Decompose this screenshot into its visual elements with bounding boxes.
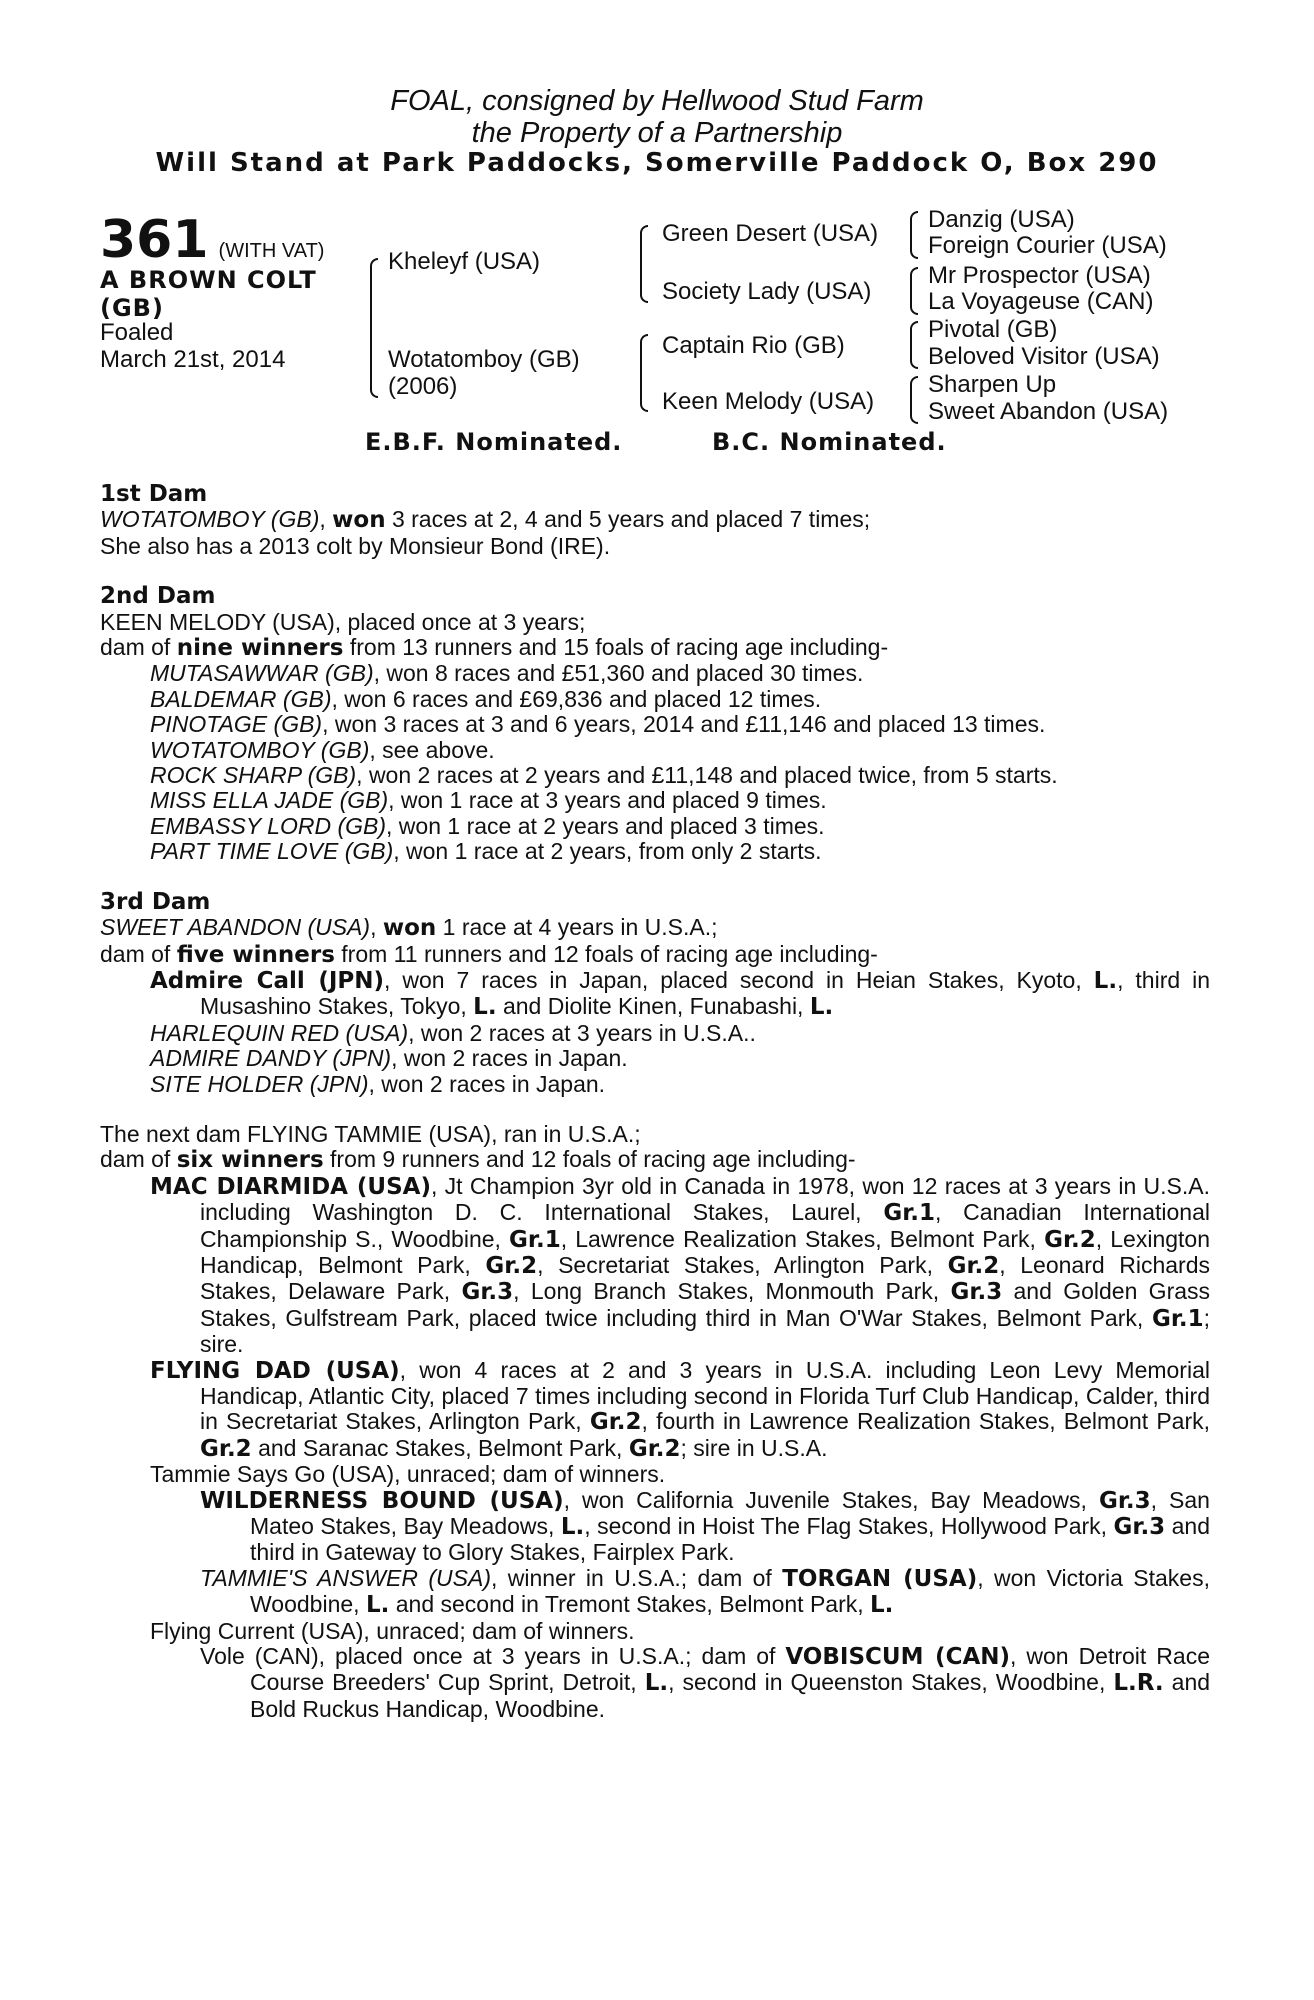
first-dam-record: WOTATOMBOY (GB), won 3 races at 2, 4 and 5 years and placed 7 times; — [100, 506, 871, 534]
colt-origin: (GB) — [100, 294, 164, 322]
colt-description: A BROWN COLT — [100, 266, 317, 294]
progeny-entry: Admire Call (JPN), won 7 races in Japan, placed second in Heian Stakes, Kyoto, L., third in Musashino Stakes, Tokyo, L. and Diolite Kinen, Funabashi, L. — [150, 966, 1210, 1021]
vat-label: (WITH VAT) — [218, 240, 325, 262]
pedigree-bracket — [640, 334, 648, 412]
first-dam-heading: 1st Dam — [100, 481, 208, 507]
pedigree-dam-dam: Keen Melody (USA) — [662, 388, 875, 415]
pedigree-bracket — [370, 258, 378, 398]
pedigree-sire: Kheleyf (USA) — [388, 248, 541, 275]
progeny-entry: ROCK SHARP (GB), won 2 races at 2 years and £11,148 and placed twice, from 5 starts. — [150, 762, 1058, 789]
progeny-entry: Vole (CAN), placed once at 3 years in U.S.A.; dam of VOBISCUM (CAN), won Detroit Race Course Breeders' Cup Sprint, Detroit, L., second in Queenston Stakes, Woodbine, L.R. and Bold Ruckus Handicap, Woodbine. — [200, 1643, 1211, 1722]
progeny-entry: SITE HOLDER (JPN), won 2 races in Japan. — [150, 1070, 606, 1097]
second-dam-heading: 2nd Dam — [100, 583, 216, 610]
pedigree-ggp: Beloved Visitor (USA) — [928, 343, 1160, 370]
second-dam-intro: KEEN MELODY (USA), placed once at 3 years; — [100, 608, 586, 635]
pedigree-ggp: La Voyageuse (CAN) — [928, 288, 1154, 315]
next-dam-intro: The next dam FLYING TAMMIE (USA), ran in U.S.A.; — [100, 1120, 641, 1147]
first-dam-note: She also has a 2013 colt by Monsieur Bond (IRE). — [100, 532, 611, 559]
pedigree-dam-year: (2006) — [388, 373, 458, 400]
next-dam-winners: dam of six winners from 9 runners and 12 foals of racing age including- — [100, 1146, 856, 1174]
progeny-entry: HARLEQUIN RED (USA), won 2 races at 3 years in U.S.A.. — [150, 1019, 756, 1046]
pedigree-sire-sire: Green Desert (USA) — [662, 220, 879, 247]
pedigree-ggp: Foreign Courier (USA) — [928, 232, 1167, 259]
pedigree-sire-dam: Society Lady (USA) — [662, 278, 872, 305]
property-line: the Property of a Partnership — [471, 117, 843, 149]
progeny-entry: BALDEMAR (GB), won 6 races and £69,836 and placed 12 times. — [150, 685, 822, 712]
pedigree-ggp: Danzig (USA) — [928, 206, 1075, 233]
progeny-entry: MUTASAWWAR (GB), won 8 races and £51,360 and placed 30 times. — [150, 660, 864, 687]
progeny-entry: PINOTAGE (GB), won 3 races at 3 and 6 years, 2014 and £11,146 and placed 13 times. — [150, 711, 1046, 738]
pedigree-ggp: Pivotal (GB) — [928, 316, 1058, 343]
pedigree-bracket — [910, 376, 918, 424]
bc-nominated: B.C. Nominated. — [712, 428, 947, 456]
progeny-entry: MISS ELLA JADE (GB), won 1 race at 3 years and placed 9 times. — [150, 787, 827, 814]
ebf-nominated: E.B.F. Nominated. — [365, 428, 623, 456]
pedigree-bracket — [910, 211, 918, 259]
progeny-entry: TAMMIE'S ANSWER (USA), winner in U.S.A.; dam of TORGAN (USA), won Victoria Stakes, Woodbine, L. and second in Tremont Stakes, Belmont Park, L. — [200, 1564, 1210, 1619]
lot-number-block — [100, 210, 324, 270]
progeny-entry: WOTATOMBOY (GB), see above. — [150, 736, 495, 763]
second-dam-winners: dam of nine winners from 13 runners and 15 foals of racing age including- — [100, 634, 889, 662]
progeny-entry: EMBASSY LORD (GB), won 1 race at 2 years and placed 3 times. — [150, 812, 825, 839]
lot-number: 361 — [100, 210, 209, 270]
progeny-entry: MAC DIARMIDA (USA), Jt Champion 3yr old in Canada in 1978, won 12 races at 3 years in U.S.A. including Washington D. C. International Stakes, Laurel, Gr.1, Canadian International Championship S., Woodbine, Gr.1, Lawrence Realization Stakes, Belmont Park, Gr.2, Lexington Handicap, Belmont Park, Gr.2, Secretariat Stakes, Arlington Park, Gr.2, Leonard Richards Stakes, Delaware Park, Gr.3, Long Branch Stakes, Monmouth Park, Gr.3 and Golden Grass Stakes, Gulfstream Park, placed twice including third in Man O'War Stakes, Belmont Park, Gr.1; sire. — [150, 1172, 1211, 1358]
pedigree-ggp: Mr Prospector (USA) — [928, 262, 1151, 289]
pedigree-ggp: Sharpen Up — [928, 371, 1057, 398]
third-dam-winners: dam of five winners from 11 runners and 12 foals of racing age including- — [100, 940, 878, 968]
progeny-entry: FLYING DAD (USA), won 4 races at 2 and 3 years in U.S.A. including Leon Levy Memorial Handicap, Atlantic City, placed 7 times including second in Florida Turf Club Handicap, Calder, third in Secretariat Stakes, Arlington Park, Gr.2, fourth in Lawrence Realization Stakes, Belmont Park, Gr.2 and Saranac Stakes, Belmont Park, Gr.2; sire in U.S.A. — [150, 1356, 1211, 1462]
catalogue-body — [100, 482, 1210, 1722]
pedigree-ggp: Sweet Abandon (USA) — [928, 398, 1169, 425]
progeny-entry: Flying Current (USA), unraced; dam of winners. — [150, 1617, 635, 1644]
foaled-date: March 21st, 2014 — [100, 346, 286, 373]
pedigree-bracket — [640, 225, 648, 303]
third-dam-heading: 3rd Dam — [100, 888, 211, 915]
foaled-label: Foaled — [100, 319, 174, 346]
pedigree-dam-sire: Captain Rio (GB) — [662, 332, 845, 359]
consignor-line: FOAL, consigned by Hellwood Stud Farm — [390, 85, 924, 117]
progeny-entry: Tammie Says Go (USA), unraced; dam of winners. — [150, 1461, 666, 1488]
pedigree-bracket — [910, 267, 918, 315]
progeny-entry: WILDERNESS BOUND (USA), won California Juvenile Stakes, Bay Meadows, Gr.3, San Mateo Stakes, Bay Meadows, L., second in Hoist The Flag Stakes, Hollywood Park, Gr.3 and third in Gateway to Glory Stakes, Fairplex Park. — [200, 1486, 1210, 1566]
progeny-entry: PART TIME LOVE (GB), won 1 race at 2 years, from only 2 starts. — [150, 838, 822, 865]
third-dam-record: SWEET ABANDON (USA), won 1 race at 4 years in U.S.A.; — [100, 914, 718, 942]
pedigree-bracket — [910, 321, 918, 369]
pedigree-dam: Wotatomboy (GB) — [388, 346, 580, 373]
progeny-entry: ADMIRE DANDY (JPN), won 2 races in Japan. — [150, 1045, 628, 1072]
stand-location: Will Stand at Park Paddocks, Somerville Paddock O, Box 290 — [155, 148, 1159, 178]
